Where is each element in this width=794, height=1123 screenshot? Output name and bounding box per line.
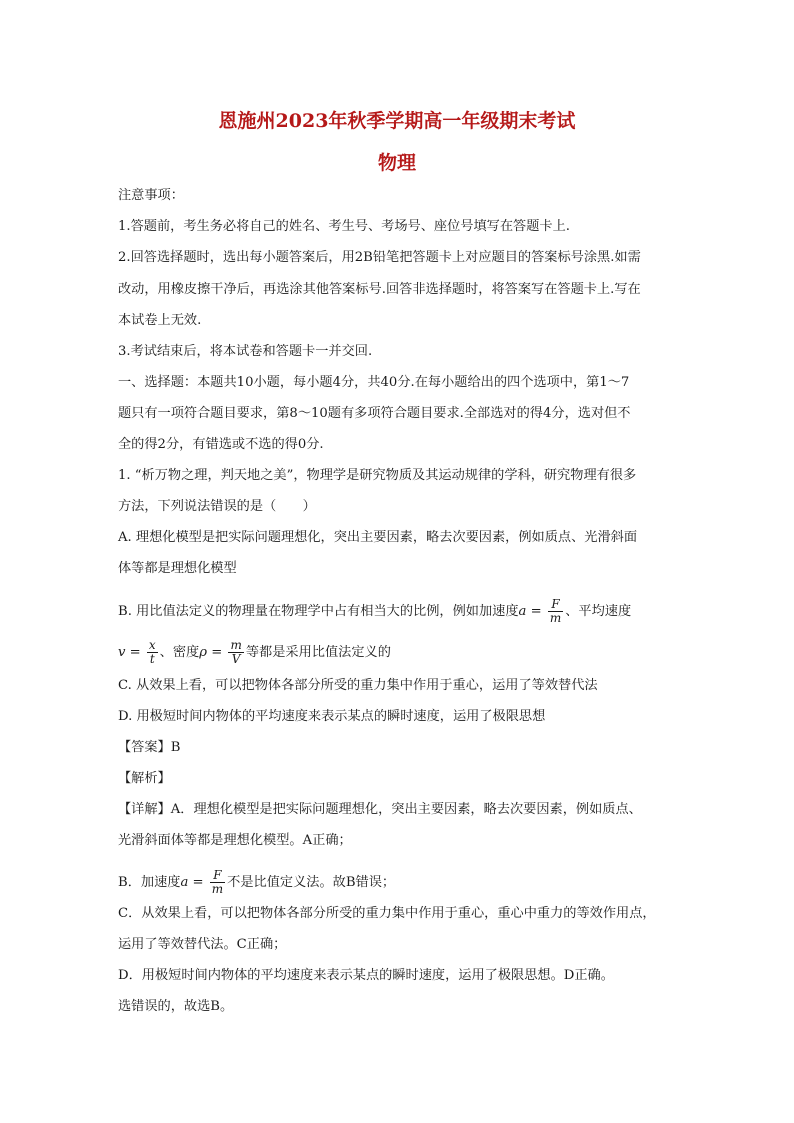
math-equals: = [125, 645, 145, 660]
notice-item-2-line-3: 本试卷上无效. [118, 313, 202, 328]
detail-c-line-2: 运用了等效替代法。C正确； [118, 937, 287, 952]
frac-denominator-v: V [231, 652, 241, 666]
subject-title: 物理 [377, 152, 416, 174]
option-c: C. 从效果上看，可以把物体各部分所受的重力集中作用于重心，运用了等效替代法 [118, 678, 598, 693]
conclusion-line: 选错误的，故选B。 [118, 999, 234, 1014]
option-b-line-1 [118, 598, 631, 625]
notice-item-1: 1.答题前，考生务必将自己的姓名、考生号、考场号、座位号填写在答题卡上. [118, 219, 570, 234]
math-equals: = [188, 875, 208, 890]
section-line-3: 全的得2分，有错选或不选的得0分. [118, 437, 324, 452]
option-d: D. 用极短时间内物体的平均速度来表示某点的瞬时速度，运用了极限思想 [118, 709, 546, 724]
detail-c-line-1: C．从效果上看，可以把物体各部分所受的重力集中作用于重心，重心中重力的等效作用点， [118, 906, 656, 921]
section-line-1: 一、选择题：本题共10小题，每小题4分，共40分.在每小题给出的四个选项中，第1～7 [118, 375, 630, 390]
option-b-line-2 [118, 639, 391, 666]
option-b-text-pre: B. 用比值法定义的物理量在物理学中占有相当大的比例，例如加速度 [118, 604, 519, 619]
math-a: a [180, 875, 189, 890]
math-v: v [118, 645, 126, 660]
exam-title: 恩施州2023年秋季学期高一年级期末考试 [218, 110, 576, 132]
detail-b-text-post: 不是比值定义法。故B错误； [227, 875, 396, 890]
detail-b-line [118, 869, 395, 896]
question-1-stem-line-1: 1. “析万物之理，判天地之美”，物理学是研究物质及其运动规律的学科，研究物理有很多 [118, 468, 637, 483]
detail-line-1: 【详解】A．理想化模型是把实际问题理想化，突出主要因素，略去次要因素，例如质点、 [118, 802, 642, 817]
option-b-text-post-2: 等都是采用比值法定义的 [245, 645, 391, 660]
math-rho: ρ [199, 645, 207, 660]
fraction-m-over-v [228, 639, 243, 666]
notice-item-2-line-1: 2.回答选择题时，选出每小题答案后，用2B铅笔把答题卡上对应题目的答案标号涂黑.如需 [118, 250, 641, 265]
frac-denominator-m: m [549, 611, 562, 625]
frac-numerator-f: F [548, 598, 563, 612]
frac-numerator-x: x [148, 638, 156, 652]
notice-heading: 注意事项： [118, 188, 184, 203]
option-a-line-1: A. 理想化模型是把实际问题理想化，突出主要因素，略去次要因素，例如质点、光滑斜面 [118, 530, 638, 545]
option-b-text-mid: 、密度 [159, 645, 200, 660]
math-equals: = [207, 645, 227, 660]
fraction-x-over-t [147, 639, 158, 666]
frac-numerator-m: m [230, 638, 242, 652]
fraction-f-over-m [548, 598, 563, 625]
answer-label: 【答案】B [118, 740, 181, 755]
math-equals: = [526, 604, 546, 619]
notice-item-2-line-2: 改动，用橡皮擦干净后，再选涂其他答案标号.回答非选择题时，将答案写在答题卡上.写在 [118, 282, 641, 297]
frac-numerator-f: F [210, 869, 225, 883]
analysis-label: 【解析】 [118, 771, 171, 786]
detail-line-2: 光滑斜面体等都是理想化模型。A正确； [118, 833, 352, 848]
option-b-text-post: 、平均速度 [565, 604, 632, 619]
question-1-stem-line-2: 方法，下列说法错误的是（ ） [118, 499, 316, 514]
notice-item-3: 3.考试结束后，将本试卷和答题卡一并交回. [118, 344, 373, 359]
option-a-line-2: 体等都是理想化模型 [118, 561, 237, 576]
frac-denominator-t: t [149, 652, 155, 666]
detail-d-line: D．用极短时间内物体的平均速度来表示某点的瞬时速度，运用了极限思想。D正确。 [118, 968, 614, 983]
detail-b-text-pre: B．加速度 [118, 875, 181, 890]
section-line-2: 题只有一项符合题目要求，第8～10题有多项符合题目要求.全部选对的得4分，选对但不 [118, 406, 631, 421]
math-a: a [518, 604, 527, 619]
fraction-f-over-m [210, 869, 225, 896]
frac-denominator-m: m [211, 882, 224, 896]
